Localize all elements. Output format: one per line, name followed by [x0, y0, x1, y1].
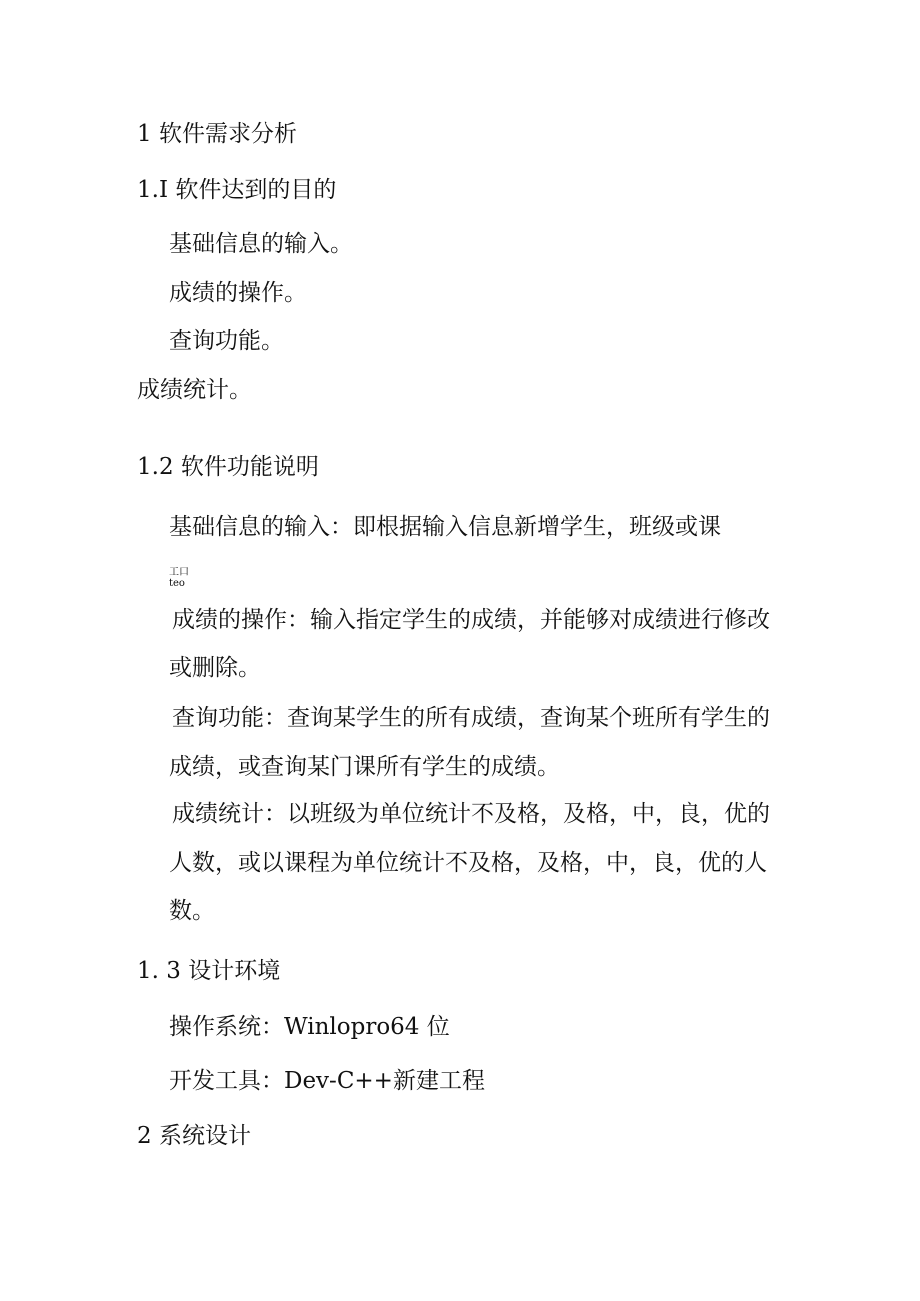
func-grade-ops-line1: 成绩的操作：输入指定学生的成绩，并能够对成绩进行修改 [172, 607, 770, 633]
goal-item-grade-ops: 成绩的操作。 [169, 280, 307, 306]
func-statistics-line3: 数。 [169, 898, 215, 924]
goal-item-statistics: 成绩统计。 [137, 377, 252, 403]
garbled-text-line2: teo [169, 578, 185, 589]
env-dev-tool: 开发工具：Dev-C++新建工程 [169, 1068, 485, 1094]
func-query-line2: 成绩，或查询某门课所有学生的成绩。 [169, 754, 560, 780]
goal-item-basic-info: 基础信息的输入。 [169, 231, 353, 257]
heading-software-requirements: 1 软件需求分析 [137, 121, 297, 147]
env-operating-system: 操作系统：Winlopro64 位 [169, 1014, 450, 1040]
heading-function-description: 1.2 软件功能说明 [137, 454, 319, 480]
func-query-line1: 查询功能：查询某学生的所有成绩，查询某个班所有学生的 [172, 705, 770, 731]
func-statistics-line1: 成绩统计：以班级为单位统计不及格，及格，中，良，优的 [172, 801, 770, 827]
heading-system-design: 2 系统设计 [137, 1123, 251, 1149]
heading-design-environment: 1. 3 设计环境 [137, 958, 281, 984]
func-basic-info-line1: 基础信息的输入：即根据输入信息新增学生，班级或课 [169, 514, 721, 540]
heading-software-goals: 1.I 软件达到的目的 [137, 177, 337, 203]
func-grade-ops-line2: 或删除。 [169, 655, 261, 681]
func-statistics-line2: 人数，或以课程为单位统计不及格，及格，中，良，优的人 [169, 850, 767, 876]
garbled-text-line1: 工口 [169, 567, 189, 578]
goal-item-query: 查询功能。 [169, 328, 284, 354]
